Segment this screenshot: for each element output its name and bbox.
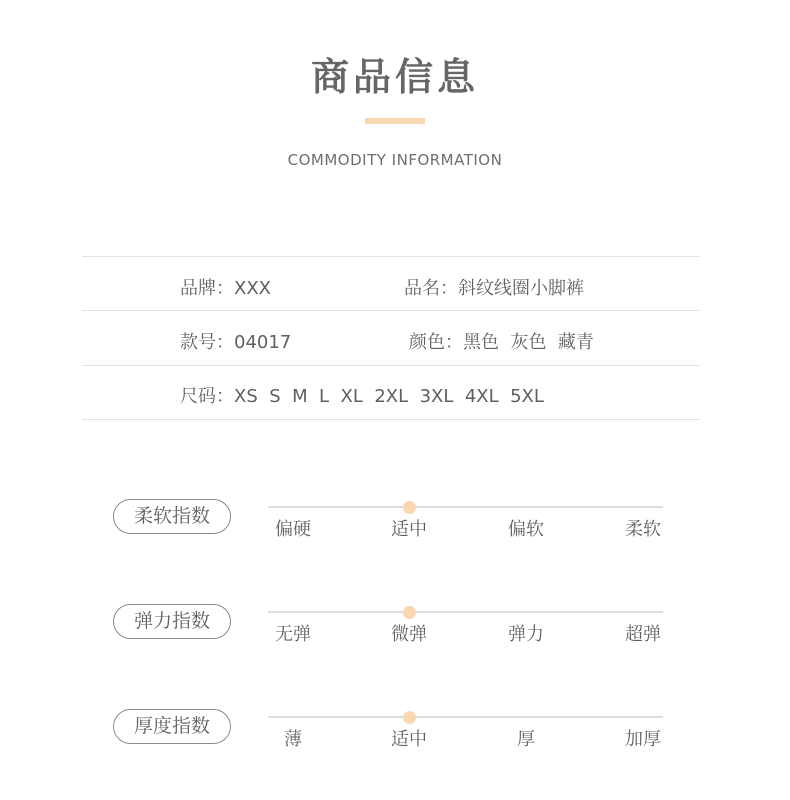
index-scale-option: 适中 [391, 729, 427, 750]
index-scale-option: 薄 [284, 729, 302, 750]
title-accent-bar [365, 118, 425, 124]
index-scale-option: 适中 [391, 519, 427, 540]
index-scale-option: 无弹 [275, 624, 311, 645]
product-name-value: 斜纹线圈小脚裤 [458, 278, 584, 299]
index-scale-marker [403, 501, 416, 514]
index-scale-option: 偏软 [508, 519, 544, 540]
color-info [409, 328, 594, 354]
index-label-pill: 厚度指数 [113, 709, 231, 744]
model-value: 04017 [234, 332, 292, 353]
index-scale-option: 厚 [517, 729, 535, 750]
product-name-info [404, 274, 584, 300]
page-subtitle: COMMODITY INFORMATION [287, 151, 503, 169]
info-divider [82, 365, 700, 366]
index-scale-option: 微弹 [391, 624, 427, 645]
size-label: 尺码： [180, 386, 234, 407]
index-scale-option: 加厚 [625, 729, 661, 750]
product-name-label: 品名： [404, 278, 458, 299]
info-divider-top [82, 256, 700, 257]
size-info [180, 382, 544, 408]
info-divider [82, 310, 700, 311]
brand-value: XXX [234, 278, 271, 299]
index-label-pill: 弹力指数 [113, 604, 231, 639]
index-scale-option: 超弹 [625, 624, 661, 645]
index-scale-option: 偏硬 [275, 519, 311, 540]
index-scale-track [268, 611, 663, 613]
color-value: 黑色 灰色 藏青 [463, 332, 594, 353]
page-title: 商品信息 [310, 55, 479, 99]
model-info [180, 328, 291, 354]
size-value: XS S M L XL 2XL 3XL 4XL 5XL [234, 386, 544, 407]
index-scale-option: 柔软 [625, 519, 661, 540]
model-label: 款号： [180, 332, 234, 353]
index-scale-track [268, 506, 663, 508]
index-scale-marker [403, 606, 416, 619]
info-divider-bottom [82, 419, 700, 420]
index-label-pill: 柔软指数 [113, 499, 231, 534]
color-label: 颜色： [409, 332, 463, 353]
index-scale-track [268, 716, 663, 718]
index-scale-option: 弹力 [508, 624, 544, 645]
brand-info [180, 274, 271, 300]
index-scale-marker [403, 711, 416, 724]
brand-label: 品牌： [180, 278, 234, 299]
